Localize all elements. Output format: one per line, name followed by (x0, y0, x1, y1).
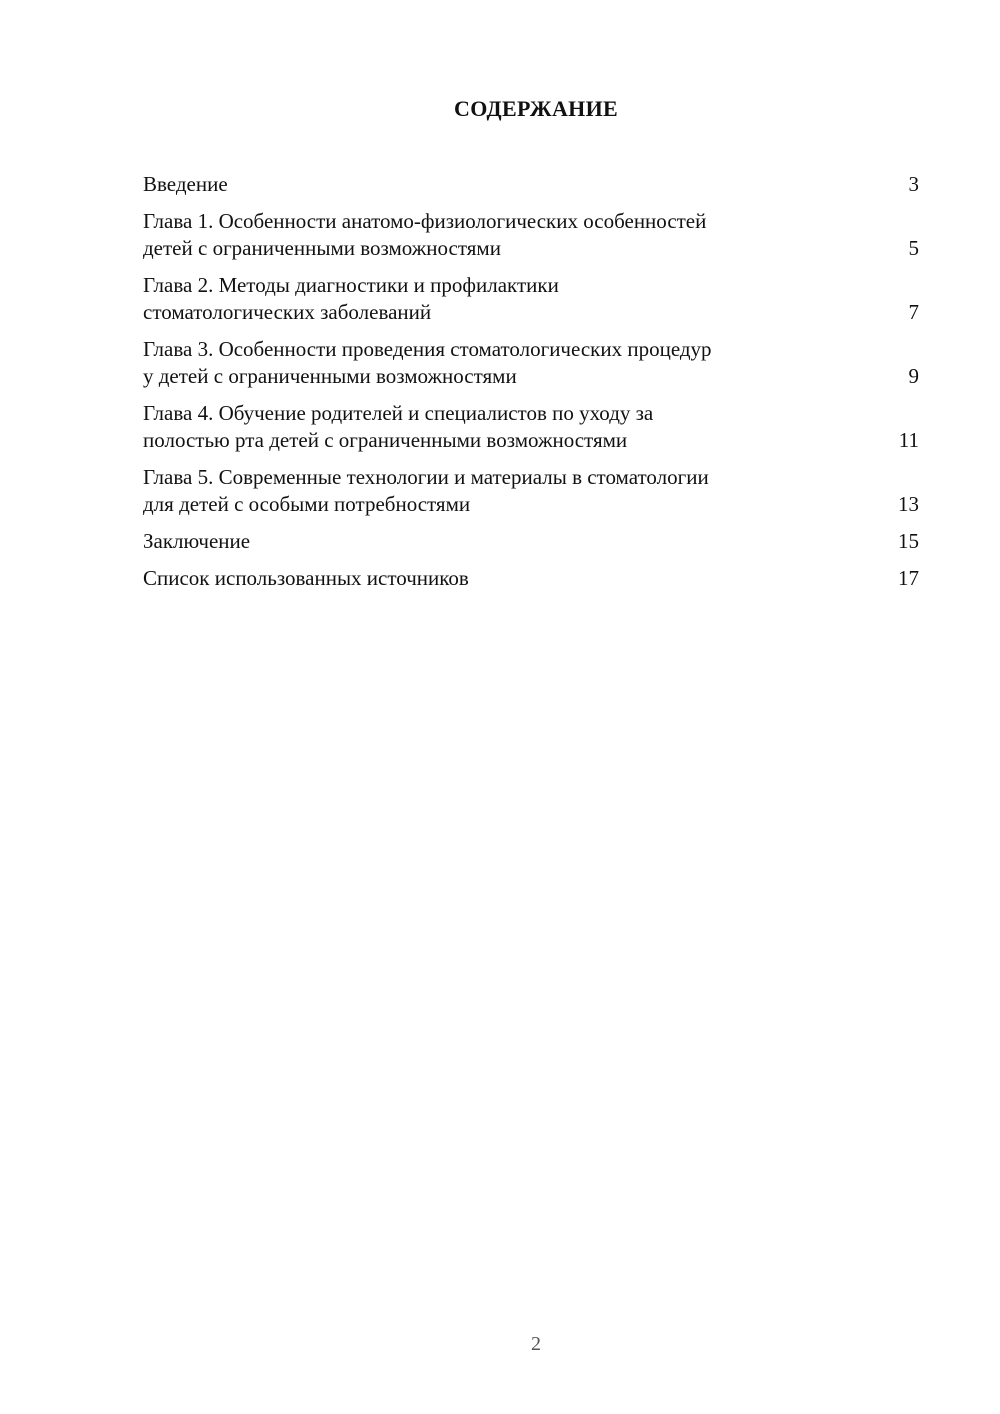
toc-page-number: 15 (898, 529, 919, 553)
toc-entry-line: Глава 5. Современные технологии и материалы в стоматологии (143, 465, 709, 489)
toc-page-number: 17 (898, 566, 919, 590)
toc-entry-references (143, 565, 919, 592)
toc-entry-line: у детей с ограниченными возможностями (143, 364, 517, 388)
toc-entry-line: детей с ограниченными возможностями (143, 236, 501, 260)
toc-entry-line: стоматологических заболеваний (143, 300, 432, 324)
toc-entry-line: Список использованных источников (143, 566, 469, 590)
toc-entry-text (143, 171, 228, 198)
toc-entry-text (143, 464, 709, 518)
toc-entry-line: Глава 4. Обучение родителей и специалистов по уходу за (143, 401, 654, 425)
toc-entry-chapter-4 (143, 400, 919, 454)
toc-page-number: 11 (898, 428, 919, 452)
toc-entry-chapter-1 (143, 208, 919, 262)
toc-entry-line: для детей с особыми потребностями (143, 492, 471, 516)
table-of-contents (143, 171, 919, 602)
toc-entry-line: Введение (143, 172, 228, 196)
toc-entry-line: Заключение (143, 529, 251, 553)
toc-entry-chapter-3 (143, 336, 919, 390)
toc-entry-text (143, 336, 712, 390)
toc-entry-text (143, 528, 250, 555)
toc-page-number: 7 (908, 300, 919, 324)
toc-page-number: 9 (908, 364, 919, 388)
toc-entry-line: Глава 2. Методы диагностики и профилактики (143, 273, 559, 297)
page-title: СОДЕРЖАНИЕ (454, 96, 618, 121)
toc-page-number: 3 (908, 172, 919, 196)
toc-entry-line: Глава 1. Особенности анатомо-физиологических особенностей (143, 209, 707, 233)
toc-entry-line: Глава 3. Особенности проведения стоматологических процедур (143, 337, 712, 361)
toc-entry-line: полостью рта детей с ограниченными возможностями (143, 428, 628, 452)
footer-page-number: 2 (531, 1333, 541, 1355)
toc-entry-introduction (143, 171, 919, 198)
toc-entry-conclusion (143, 528, 919, 555)
toc-entry-chapter-5 (143, 464, 919, 518)
toc-entry-text (143, 400, 653, 454)
toc-entry-chapter-2 (143, 272, 919, 326)
toc-page-number: 13 (898, 492, 919, 516)
toc-entry-text (143, 272, 559, 326)
toc-page-number: 5 (908, 236, 919, 260)
toc-entry-text (143, 565, 469, 592)
toc-entry-text (143, 208, 706, 262)
